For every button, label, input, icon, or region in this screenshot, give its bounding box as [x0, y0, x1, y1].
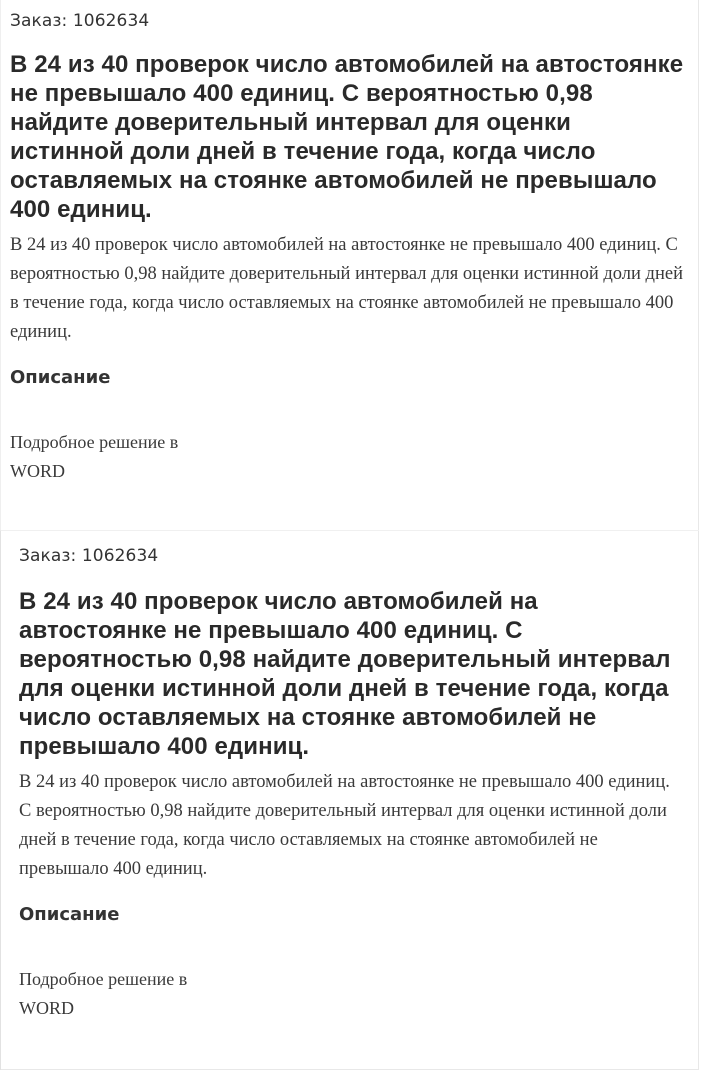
order-number: Заказ: 1062634 — [19, 546, 159, 566]
task-description: В 24 из 40 проверок число автомобилей на автостоянке не превышало 400 единиц. С вероятностью 0,98 найдите доверительный интервал для оценки истинной доли дней в течение года, когда число оставляемых на стоянке автомобилей не превышало 400 единиц. — [10, 235, 683, 342]
order-card — [0, 0, 699, 530]
order-card-duplicate — [0, 530, 699, 1070]
solution-note: Подробное решение в WORD — [19, 969, 188, 1018]
task-description: В 24 из 40 проверок число автомобилей на автостоянке не превышало 400 единиц. С вероятностью 0,98 найдите доверительный интервал для оценки истинной доли дней в течение года, когда число оставляемых на стоянке автомобилей не превышало 400 единиц. — [19, 772, 670, 879]
description-heading: Описание — [10, 367, 111, 388]
solution-note: Подробное решение в WORD — [10, 432, 179, 481]
task-title: В 24 из 40 проверок число автомобилей на автостоянке не превышало 400 единиц. С вероятностью 0,98 найдите доверительный интервал для оценки истинной доли дней в течение года, когда число оставляемых на стоянке автомобилей не превышало 400 единиц. — [10, 51, 684, 223]
description-heading: Описание — [19, 904, 120, 925]
task-title: В 24 из 40 проверок число автомобилей на автостоянке не превышало 400 единиц. С вероятностью 0,98 найдите доверительный интервал для оценки истинной доли дней в течение года, когда число оставляемых на стоянке автомобилей не превышало 400 единиц. — [19, 588, 671, 760]
order-number: Заказ: 1062634 — [10, 11, 150, 31]
